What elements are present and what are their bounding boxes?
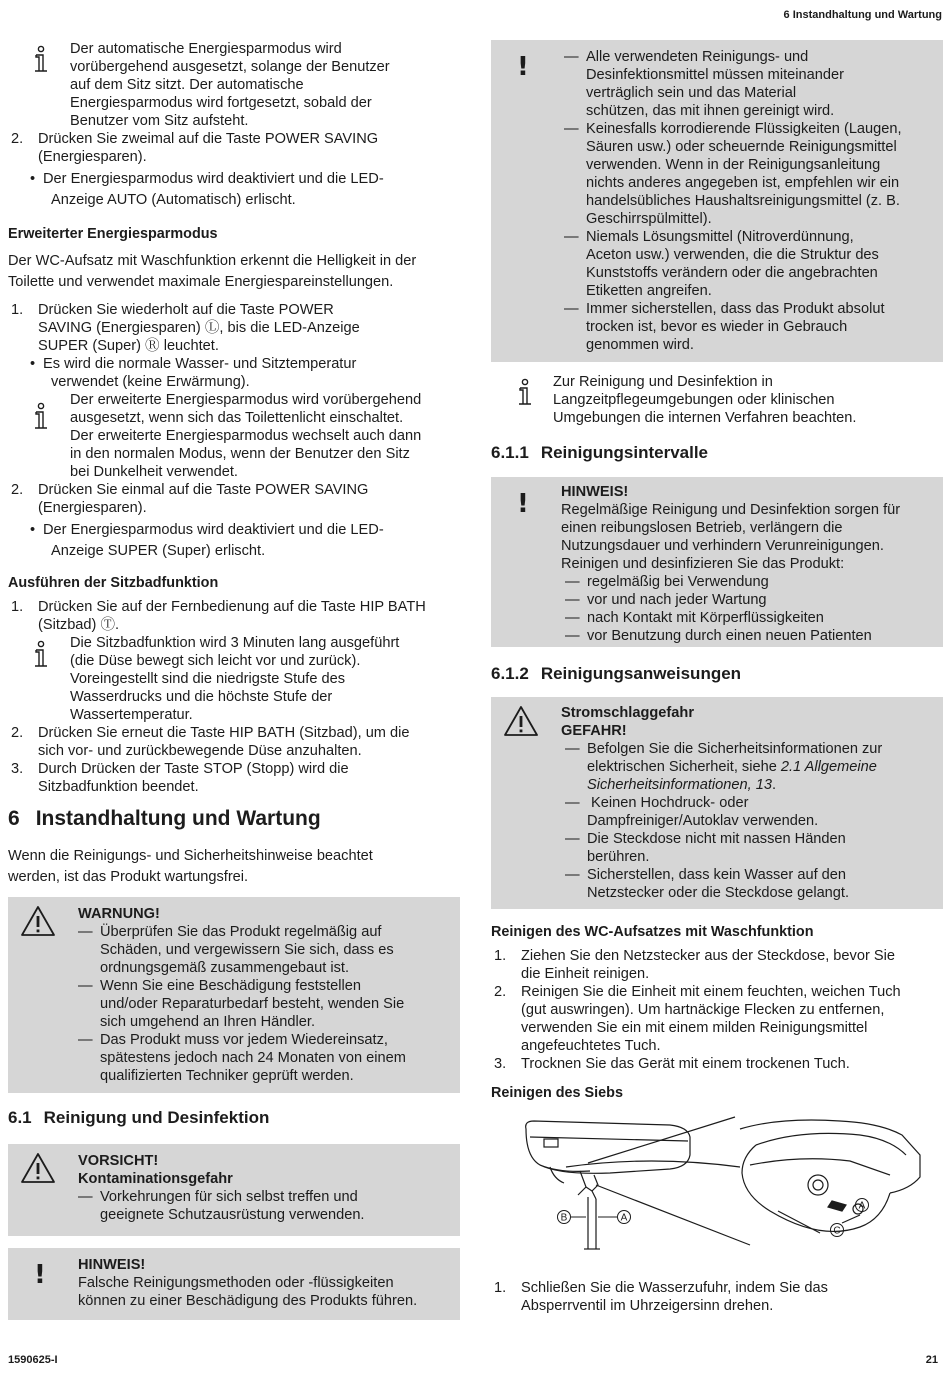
step-text: Ziehen Sie den Netzstecker aus der Steckdose, bevor Sie <box>521 948 895 964</box>
paragraph-line: Wenn die Reinigungs- und Sicherheitshinweise beachtet <box>8 848 373 864</box>
step-3 <box>8 760 460 778</box>
section-number: 6.1 <box>8 1108 32 1127</box>
warning-text: sich umgehend an Ihren Händler. <box>100 1014 315 1030</box>
danger-title: Stromschlaggefahr <box>561 705 694 721</box>
notice-item: — Keinesfalls korrodierende Flüssigkeiten (Laugen, <box>564 121 902 137</box>
cleaning-agents-notice-box <box>491 40 943 362</box>
step-2 <box>8 481 460 499</box>
warning-triangle-icon <box>20 905 56 937</box>
paragraph-line: Der WC-Aufsatz mit Waschfunktion erkennt die Helligkeit in der <box>8 253 417 269</box>
info-icon <box>30 640 52 670</box>
section-title: Reinigungsintervalle <box>540 443 709 462</box>
notice-text: einen reibungslosen Betrieb, verlängern die <box>561 520 843 536</box>
notice-text: Alle verwendeten Reinigungs- und <box>586 49 809 65</box>
note-line: (die Düse bewegt sich leicht vor und zurück). <box>70 653 361 669</box>
bullet-item: • Der Energiesparmodus wird deaktiviert und die LED- <box>30 171 384 187</box>
bullet-item: • Der Energiesparmodus wird deaktiviert und die LED- <box>30 522 384 538</box>
note-line: Umgebungen die internen Verfahren beachten. <box>553 410 857 426</box>
heading-erweiterter-energiesparmodus: Erweiterter Energiesparmodus <box>8 226 218 242</box>
strainer-steps <box>491 1279 943 1315</box>
section-heading-6-1-1 <box>491 442 708 464</box>
notice-title: HINWEIS! <box>78 1257 146 1273</box>
section-heading-6-1-2 <box>491 663 741 685</box>
step-text: SUPER (Super) Ⓡ leuchtet. <box>38 338 219 354</box>
note-line: vorübergehend ausgesetzt, solange der Benutzer <box>70 59 390 75</box>
step-text: (gut auswringen). Um hartnäckige Flecken zu entfernen, <box>521 1002 885 1018</box>
step-text: verwenden Sie ein mit einem milden Reinigungsmittel <box>521 1020 868 1036</box>
note-line: Wasserdrucks und die höchste Stufe der <box>70 689 333 705</box>
chapter-number: 6 <box>8 807 20 830</box>
step-text: sich vor- und zurückbewegende Düse anzuhalten. <box>38 743 362 759</box>
danger-text: Netzstecker oder die Steckdose gelangt. <box>587 885 850 901</box>
chapter-paragraph <box>8 846 373 888</box>
note-line: bei Dunkelheit verwendet. <box>70 464 238 480</box>
warning-title: WARNUNG! <box>78 906 160 922</box>
step-text: (Energiesparen). <box>38 149 147 165</box>
notice-text: Reinigen und desinfizieren Sie das Produkt: <box>561 556 845 572</box>
danger-item: — Keinen Hochdruck- oder <box>565 795 749 811</box>
warning-item: — Überprüfen Sie das Produkt regelmäßig auf <box>78 924 382 940</box>
notice-text: verträglich sein und das Material <box>586 85 797 101</box>
note-line: auf dem Sitz sitzt. Der automatische <box>70 77 304 93</box>
bullet-text: Anzeige SUPER (Super) erlischt. <box>51 543 266 559</box>
warning-text: ordnungsgemäß zusammengebaut ist. <box>100 960 350 976</box>
notice-text: Nutzungsdauer und verhindern Verunreinigungen. <box>561 538 884 554</box>
footer-page-number: 21 <box>925 1354 938 1366</box>
paragraph-line: werden, ist das Produkt wartungsfrei. <box>8 869 249 885</box>
bullet-item: • Es wird die normale Wasser- und Sitztemperatur <box>30 356 357 372</box>
cleaning-interval-notice-box <box>491 477 943 647</box>
bullet-text: Der Energiesparmodus wird deaktiviert und die LED- <box>43 171 384 187</box>
step-number: 2. <box>494 984 507 1000</box>
notice-text: regelmäßig bei Verwendung <box>587 574 769 590</box>
warning-triangle-icon <box>20 1152 56 1184</box>
danger-text: Keinen Hochdruck- oder <box>587 795 749 811</box>
step-2 <box>8 724 460 742</box>
caution-text: Vorkehrungen für sich selbst treffen und <box>100 1189 358 1205</box>
step-text: (Energiesparen). <box>38 500 147 516</box>
danger-text: berühren. <box>587 849 650 865</box>
section-heading-6-1 <box>8 1107 269 1129</box>
notice-box <box>8 1248 460 1320</box>
caution-item: — Vorkehrungen für sich selbst treffen und <box>78 1189 358 1205</box>
strainer-figure <box>520 1115 925 1260</box>
warning-box <box>8 897 460 1093</box>
danger-text: Dampfreiniger/Autoklav verwenden. <box>587 813 819 829</box>
step-number: 1. <box>11 599 24 615</box>
danger-item: — Sicherstellen, dass kein Wasser auf den <box>565 867 847 883</box>
warning-text: qualifizierten Techniker geprüft werden. <box>100 1068 354 1084</box>
step-number: 3. <box>11 761 24 777</box>
cross-reference-link[interactable]: Sicherheitsinformationen, 13 <box>587 777 772 793</box>
notice-text: Aceton usw.) verwenden, die die Struktur des <box>586 247 879 263</box>
note-line: Langzeitpflegeumgebungen oder klinischen <box>553 392 835 408</box>
step-text: Durch Drücken der Taste STOP (Stopp) wird die <box>38 761 349 777</box>
callout-b: B <box>560 1212 568 1224</box>
notice-text: Regelmäßige Reinigung und Desinfektion sorgen für <box>561 502 901 518</box>
danger-text: Sicherstellen, dass kein Wasser auf den <box>587 867 847 883</box>
step-number: 2. <box>11 482 24 498</box>
notice-text: Niemals Lösungsmittel (Nitroverdünnung, <box>586 229 854 245</box>
bullet-text: Es wird die normale Wasser- und Sitztemperatur <box>43 356 357 372</box>
notice-text: Geschirrspülmittel). <box>586 211 712 227</box>
warning-text: Schäden, und vergewissern Sie sich, dass es <box>100 942 394 958</box>
callout-a-detail: A <box>858 1200 866 1212</box>
step-1 <box>491 1279 943 1297</box>
info-icon <box>30 402 52 432</box>
danger-item: — Befolgen Sie die Sicherheitsinformationen zur <box>565 741 883 757</box>
note-sitzbad <box>8 634 460 724</box>
step-text: Drücken Sie wiederholt auf die Taste POWER <box>38 302 334 318</box>
danger-text: elektrischen Sicherheit, siehe <box>587 759 781 775</box>
bullet-text: Anzeige AUTO (Automatisch) erlischt. <box>51 192 296 208</box>
notice-text: Keinesfalls korrodierende Flüssigkeiten (Laugen, <box>586 121 902 137</box>
step-2 <box>8 130 460 148</box>
heading-reinigen-wc-aufsatz: Reinigen des WC-Aufsatzes mit Waschfunktion <box>491 924 814 940</box>
warning-item: — Wenn Sie eine Beschädigung feststellen <box>78 978 361 994</box>
danger-text: Befolgen Sie die Sicherheitsinformationen zur <box>587 741 883 757</box>
electric-shock-warning-box <box>491 697 943 909</box>
notice-title: HINWEIS! <box>561 484 629 500</box>
step-text: angefeuchtetes Tuch. <box>521 1038 661 1054</box>
step-text: (Sitzbad) Ⓣ. <box>38 617 120 633</box>
note-line: Die Sitzbadfunktion wird 3 Minuten lang ausgeführt <box>70 635 400 651</box>
bullet-text: Der Energiesparmodus wird deaktiviert und die LED- <box>43 522 384 538</box>
step-text: SAVING (Energiesparen) Ⓛ, bis die LED-Anzeige <box>38 320 360 336</box>
notice-text: können zu einer Beschädigung des Produkts führen. <box>78 1293 418 1309</box>
step-number: 3. <box>494 1056 507 1072</box>
section-title: Reinigungsanweisungen <box>540 664 742 683</box>
danger-item: — Die Steckdose nicht mit nassen Händen <box>565 831 846 847</box>
bullet-text: verwendet (keine Erwärmung). <box>51 374 250 390</box>
heading-sitzbadfunktion: Ausführen der Sitzbadfunktion <box>8 575 219 591</box>
step-1 <box>8 598 460 616</box>
paragraph-line: Toilette und verwendet maximale Energiespareinstellungen. <box>8 274 394 290</box>
step-3 <box>491 1055 943 1073</box>
cross-reference-link[interactable]: 2.1 Allgemeine <box>780 759 877 775</box>
step-text: Drücken Sie erneut die Taste HIP BATH (Sitzbad), um die <box>38 725 410 741</box>
notice-text: Kunststoffs verändern oder die angebrachten <box>586 265 878 281</box>
note-line: in den normalen Modus, wenn der Benutzer den Sitz <box>70 446 410 462</box>
notice-text: Säuren usw.) oder scheuernde Reinigungsmittel <box>586 139 897 155</box>
note-erweitert <box>8 391 460 481</box>
notice-text: Etiketten angreifen. <box>586 283 712 299</box>
notice-text: handelsübliches Haushaltsreinigungsmittel (z. B. <box>586 193 900 209</box>
running-header: 6 Instandhaltung und Wartung <box>783 9 942 21</box>
section-number: 6.1.1 <box>491 443 529 462</box>
note-line: Der erweiterte Energiesparmodus wechselt auch dann <box>70 428 422 444</box>
note-line: Energiesparmodus wird fortgesetzt, sobald der <box>70 95 372 111</box>
notice-item: — Immer sicherstellen, dass das Produkt absolut <box>564 301 885 317</box>
step-number: 2. <box>11 131 24 147</box>
note-line: Wassertemperatur. <box>70 707 193 723</box>
step-text: Sitzbadfunktion beendet. <box>38 779 199 795</box>
caution-box <box>8 1144 460 1236</box>
warning-text: spätestens jedoch nach 24 Monaten von einem <box>100 1050 406 1066</box>
section-title: Reinigung und Desinfektion <box>43 1108 270 1127</box>
caution-title: VORSICHT! <box>78 1153 159 1169</box>
notice-text: Immer sicherstellen, dass das Produkt absolut <box>586 301 885 317</box>
info-note-clinical <box>553 373 856 427</box>
callout-c: C <box>833 1225 841 1237</box>
note-line: Zur Reinigung und Desinfektion in <box>553 374 773 390</box>
caution-subtitle: Kontaminationsgefahr <box>78 1171 233 1187</box>
warning-text: Wenn Sie eine Beschädigung feststellen <box>100 978 361 994</box>
step-text: Trocknen Sie das Gerät mit einem trockenen Tuch. <box>521 1056 850 1072</box>
danger-item <box>561 776 882 794</box>
info-icon <box>514 378 536 408</box>
notice-text: schützen, das mit ihnen gereinigt wird. <box>586 103 835 119</box>
note-line: Benutzer vom Sitz aufsteht. <box>70 113 249 129</box>
warning-item: — Das Produkt muss vor jedem Wiedereinsatz, <box>78 1032 388 1048</box>
notice-text: Desinfektionsmittel müssen miteinander <box>586 67 844 83</box>
notice-text: vor und nach jeder Wartung <box>587 592 767 608</box>
note-line: Der automatische Energiesparmodus wird <box>70 41 342 57</box>
notice-item: — vor Benutzung durch einen neuen Patienten <box>565 628 872 644</box>
caution-text: geeignete Schutzausrüstung verwenden. <box>100 1207 365 1223</box>
exclamation-icon: ! <box>517 489 529 519</box>
step-text: Reinigen Sie die Einheit mit einem feuchten, weichen Tuch <box>521 984 901 1000</box>
chapter-heading <box>8 806 321 832</box>
notice-text: trocken ist, bevor es wieder in Gebrauch <box>586 319 848 335</box>
notice-text: Falsche Reinigungsmethoden oder -flüssigkeiten <box>78 1275 394 1291</box>
left-column <box>8 40 460 796</box>
step-number: 1. <box>494 948 507 964</box>
notice-item: — regelmäßig bei Verwendung <box>565 574 769 590</box>
note-line: Der erweiterte Energiesparmodus wird vorübergehend <box>70 392 422 408</box>
notice-text: verwenden. Wenn in der Reinigungsanleitung <box>586 157 881 173</box>
warning-text: und/oder Reparaturbedarf besteht, wenden Sie <box>100 996 405 1012</box>
step-text: Drücken Sie auf der Fernbedienung auf die Taste HIP BATH <box>38 599 426 615</box>
note-line: ausgesetzt, wenn sich das Toilettenlicht einschaltet. <box>70 410 404 426</box>
heading-reinigen-sieb: Reinigen des Siebs <box>491 1085 623 1101</box>
step-text: Schließen Sie die Wasserzufuhr, indem Sie das <box>521 1280 828 1296</box>
step-number: 1. <box>11 302 24 318</box>
chapter-title: Instandhaltung und Wartung <box>35 807 321 830</box>
wc-cleaning-steps <box>491 947 943 1073</box>
step-1 <box>8 301 460 319</box>
warning-text: Überprüfen Sie das Produkt regelmäßig auf <box>100 924 382 940</box>
step-text: die Einheit reinigen. <box>521 966 650 982</box>
section-number: 6.1.2 <box>491 664 529 683</box>
notice-text: vor Benutzung durch einen neuen Patienten <box>587 628 872 644</box>
step-1 <box>491 947 943 965</box>
danger-text: . <box>771 777 777 793</box>
notice-text: genommen wird. <box>586 337 694 353</box>
callout-a: A <box>620 1212 628 1224</box>
warning-triangle-icon <box>503 705 539 737</box>
danger-subtitle: GEFAHR! <box>561 723 627 739</box>
exclamation-icon: ! <box>34 1260 46 1290</box>
danger-text: Die Steckdose nicht mit nassen Händen <box>587 831 846 847</box>
step-text: Drücken Sie einmal auf die Taste POWER SAVING <box>38 482 369 498</box>
note-line: Voreingestellt sind die niedrigste Stufe des <box>70 671 346 687</box>
notice-item: — Alle verwendeten Reinigungs- und <box>564 49 809 65</box>
note-auto-energy <box>8 40 460 130</box>
notice-text: nichts anderes angegeben ist, empfehlen wir ein <box>586 175 900 191</box>
step-number: 2. <box>11 725 24 741</box>
step-text: Drücken Sie zweimal auf die Taste POWER SAVING <box>38 131 379 147</box>
step-2 <box>491 983 943 1001</box>
warning-text: Das Produkt muss vor jedem Wiedereinsatz, <box>100 1032 388 1048</box>
danger-item <box>561 758 882 776</box>
notice-text: nach Kontakt mit Körperflüssigkeiten <box>587 610 824 626</box>
step-number: 1. <box>494 1280 507 1296</box>
notice-item: — vor und nach jeder Wartung <box>565 592 767 608</box>
notice-item: — Niemals Lösungsmittel (Nitroverdünnung, <box>564 229 854 245</box>
footer-doc-id: 1590625-I <box>8 1354 58 1366</box>
exclamation-icon: ! <box>517 52 529 82</box>
step-text: Absperrventil im Uhrzeigersinn drehen. <box>521 1298 774 1314</box>
notice-item: — nach Kontakt mit Körperflüssigkeiten <box>565 610 824 626</box>
